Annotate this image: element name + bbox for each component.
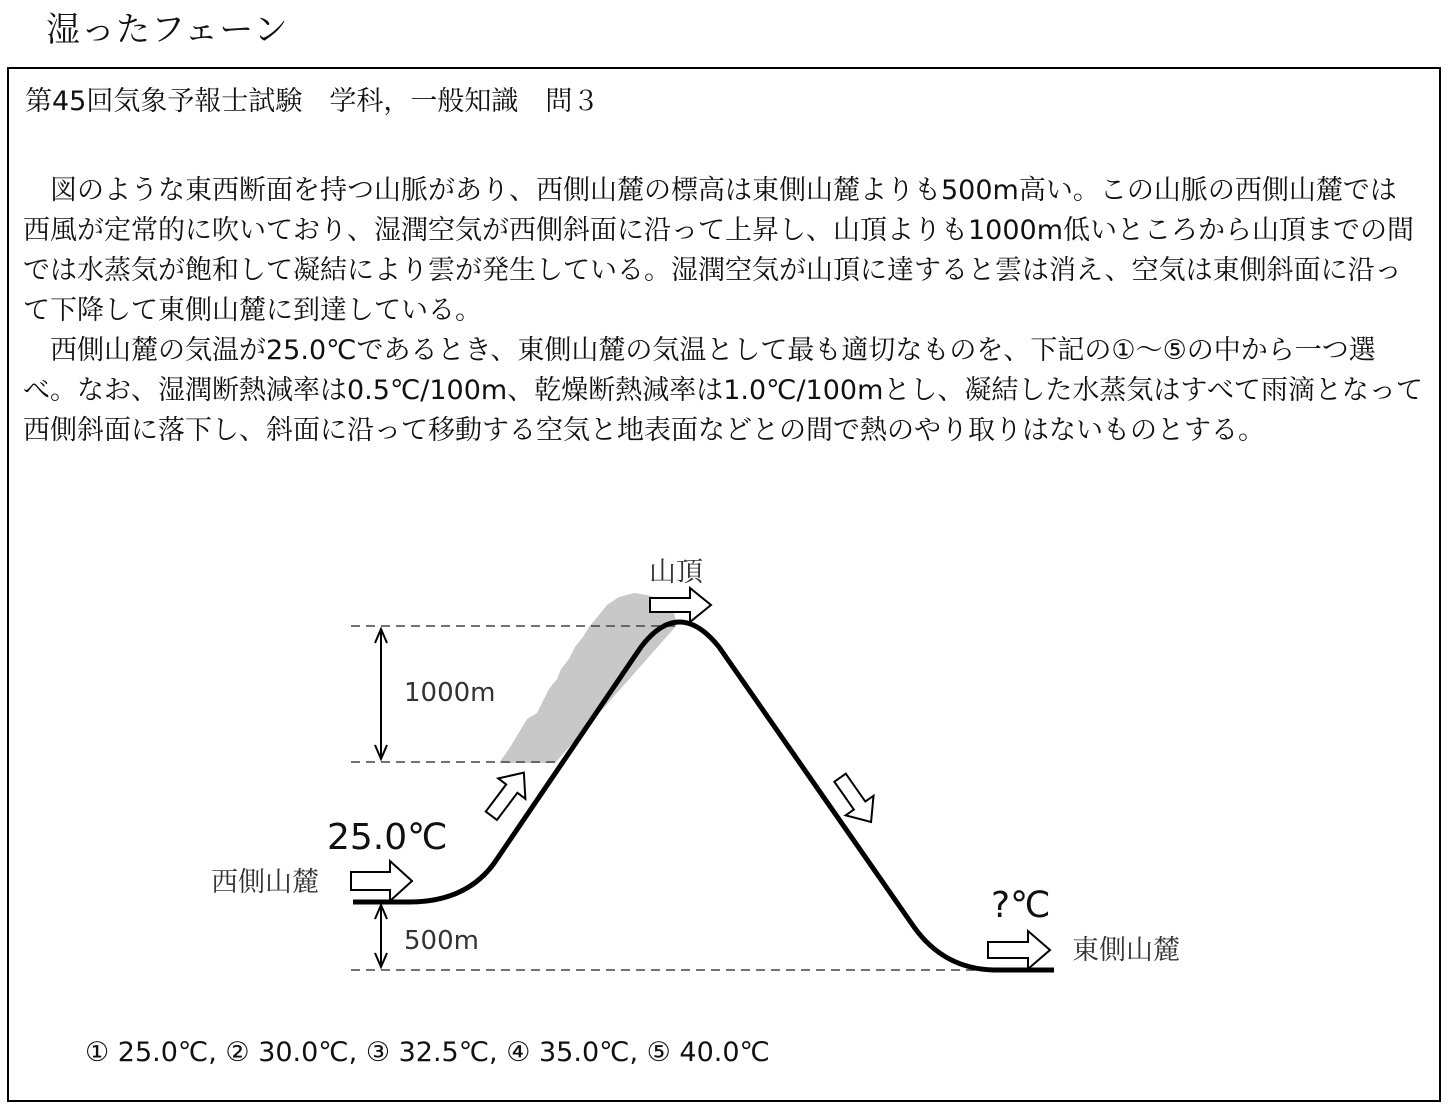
question-paragraph-2: 西側山麓の気温が25.0℃であるとき、東側山麓の気温として最も適切なものを、下記の①～⑤の中から一つ選べ。なお、湿潤断熱減率は0.5℃/100m、乾燥断熱減率は1.0℃/100mとし、凝結した水蒸気はすべて雨滴となって西側斜面に落下し、斜面に沿って移動する空気と地表面などとの間で熱のやり取りはないものとする。 [23, 335, 1423, 446]
east-temperature-label: ?℃ [991, 885, 1051, 926]
choice-3[interactable]: ③ 32.5℃, [365, 1037, 498, 1068]
choice-1[interactable]: ① 25.0℃, [85, 1037, 217, 1068]
exam-header: 第45回気象予報士試験 学科，一般知識 問３ [25, 86, 600, 117]
choice-5[interactable]: ⑤ 40.0℃ [646, 1037, 770, 1068]
west-temperature-label: 25.0℃ [327, 817, 448, 858]
west-foot-label: 西側山麓 [211, 867, 319, 898]
west-wind-arrow [351, 861, 412, 901]
cloud-shape [499, 593, 677, 763]
choice-2[interactable]: ② 30.0℃, [225, 1037, 358, 1068]
east-wind-arrow [988, 931, 1050, 969]
question-paragraph-1: 図のような東西断面を持つ山脈があり、西側山麓の標高は東側山麓よりも500m高い。この山脈の西側山麓では西風が定常的に吹いており、湿潤空気が西側斜面に沿って上昇し、山頂よりも1000m低いところから山頂までの間では水蒸気が飽和して凝結により雲が発生している。湿潤空気が山頂に達すると雲は消え、空気は東側斜面に沿って下降して東側山麓に到達している。 [23, 175, 1415, 326]
cloud-depth-label: 1000m [404, 678, 496, 708]
downslope-wind-arrow [826, 768, 885, 832]
mountain-cross-section-diagram [9, 69, 1439, 1100]
east-foot-label: 東側山麓 [1072, 935, 1180, 966]
page-title: 湿ったフェーン [46, 10, 289, 50]
answer-choices [85, 1032, 770, 1074]
elevation-diff-label: 500m [404, 926, 479, 956]
question-frame [7, 67, 1441, 1102]
summit-label: 山頂 [649, 557, 703, 588]
mountain-profile [353, 622, 1054, 970]
choice-4[interactable]: ④ 35.0℃, [506, 1037, 639, 1068]
